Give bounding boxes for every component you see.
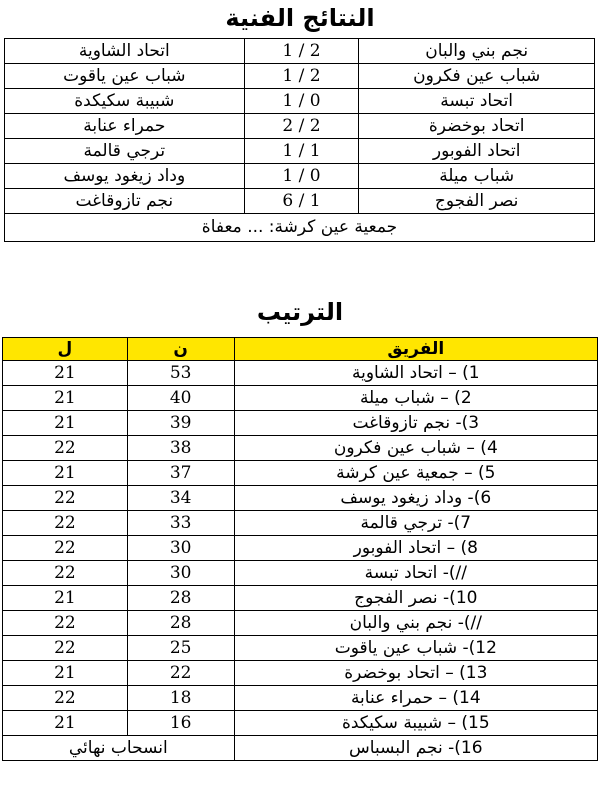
team-cell: 1) – اتحاد الشاوية (234, 361, 597, 386)
team-cell: 16)- نجم البسباس (234, 736, 597, 761)
played-cell: 22 (3, 511, 128, 536)
withdrawn-status: انسحاب نهائي (3, 736, 235, 761)
match-score: 2 / 2 (244, 114, 359, 139)
home-team: نصر الفجوج (359, 189, 595, 214)
team-cell: 8) – اتحاد الفوبور (234, 536, 597, 561)
match-score: 1 / 1 (244, 139, 359, 164)
standings-row (3, 661, 598, 686)
match-row (5, 89, 595, 114)
played-cell: 21 (3, 361, 128, 386)
match-row (5, 64, 595, 89)
away-team: شباب عين ياقوت (5, 64, 245, 89)
team-cell: 12)- شباب عين ياقوت (234, 636, 597, 661)
away-team: نجم تازوقاغت (5, 189, 245, 214)
points-cell: 30 (127, 561, 234, 586)
points-cell: 16 (127, 711, 234, 736)
team-cell: 5) – جمعية عين كرشة (234, 461, 597, 486)
standings-row (3, 536, 598, 561)
match-score: 6 / 1 (244, 189, 359, 214)
standings-table (2, 337, 598, 761)
played-cell: 21 (3, 711, 128, 736)
points-cell: 28 (127, 611, 234, 636)
standings-row (3, 411, 598, 436)
match-score: 1 / 0 (244, 89, 359, 114)
standings-row-withdrawn (3, 736, 598, 761)
match-score: 1 / 2 (244, 39, 359, 64)
played-cell: 22 (3, 686, 128, 711)
standings-row (3, 361, 598, 386)
played-cell: 22 (3, 486, 128, 511)
standings-title: الترتيب (256, 298, 344, 326)
away-team: حمراء عنابة (5, 114, 245, 139)
team-cell: 7)- ترجي قالمة (234, 511, 597, 536)
points-cell: 38 (127, 436, 234, 461)
home-team: اتحاد تبسة (359, 89, 595, 114)
played-cell: 22 (3, 436, 128, 461)
match-row (5, 139, 595, 164)
match-row (5, 39, 595, 64)
points-cell: 22 (127, 661, 234, 686)
header-points: ن (127, 338, 234, 361)
points-cell: 25 (127, 636, 234, 661)
played-cell: 22 (3, 636, 128, 661)
home-team: شباب ميلة (359, 164, 595, 189)
played-cell: 21 (3, 411, 128, 436)
team-cell: 14) – حمراء عنابة (234, 686, 597, 711)
match-row (5, 189, 595, 214)
home-team: نجم بني والبان (359, 39, 595, 64)
exempt-note-row (5, 214, 595, 242)
standings-row (3, 586, 598, 611)
standings-row (3, 686, 598, 711)
points-cell: 34 (127, 486, 234, 511)
played-cell: 21 (3, 386, 128, 411)
standings-row (3, 486, 598, 511)
played-cell: 21 (3, 661, 128, 686)
standings-header-row (3, 338, 598, 361)
played-cell: 22 (3, 611, 128, 636)
standings-row (3, 461, 598, 486)
match-row (5, 114, 595, 139)
results-table (4, 38, 595, 242)
played-cell: 22 (3, 561, 128, 586)
exempt-note: جمعية عين كرشة: ... معفاة (5, 214, 595, 242)
standings-row (3, 611, 598, 636)
match-row (5, 164, 595, 189)
home-team: اتحاد بوخضرة (359, 114, 595, 139)
standings-row (3, 711, 598, 736)
team-cell: 10)- نصر الفجوج (234, 586, 597, 611)
away-team: ترجي قالمة (5, 139, 245, 164)
team-cell: 6)- وداد زيغود يوسف (234, 486, 597, 511)
team-cell: //)- اتحاد تبسة (234, 561, 597, 586)
team-cell: 4) – شباب عين فكرون (234, 436, 597, 461)
standings-row (3, 561, 598, 586)
standings-row (3, 386, 598, 411)
away-team: وداد زيغود يوسف (5, 164, 245, 189)
points-cell: 53 (127, 361, 234, 386)
played-cell: 21 (3, 461, 128, 486)
header-team: الفريق (234, 338, 597, 361)
points-cell: 39 (127, 411, 234, 436)
away-team: شبيبة سكيكدة (5, 89, 245, 114)
team-cell: 2) – شباب ميلة (234, 386, 597, 411)
home-team: شباب عين فكرون (359, 64, 595, 89)
standings-row (3, 636, 598, 661)
points-cell: 37 (127, 461, 234, 486)
team-cell: 3)- نجم تازوقاغت (234, 411, 597, 436)
team-cell: //)- نجم بني والبان (234, 611, 597, 636)
header-played: ل (3, 338, 128, 361)
standings-row (3, 436, 598, 461)
results-title: النتائج الفنية (225, 4, 375, 32)
match-score: 1 / 0 (244, 164, 359, 189)
points-cell: 30 (127, 536, 234, 561)
points-cell: 33 (127, 511, 234, 536)
played-cell: 22 (3, 536, 128, 561)
points-cell: 40 (127, 386, 234, 411)
points-cell: 28 (127, 586, 234, 611)
away-team: اتحاد الشاوية (5, 39, 245, 64)
home-team: اتحاد الفوبور (359, 139, 595, 164)
match-score: 1 / 2 (244, 64, 359, 89)
played-cell: 21 (3, 586, 128, 611)
standings-row (3, 511, 598, 536)
team-cell: 15) – شبيبة سكيكدة (234, 711, 597, 736)
team-cell: 13) – اتحاد بوخضرة (234, 661, 597, 686)
points-cell: 18 (127, 686, 234, 711)
